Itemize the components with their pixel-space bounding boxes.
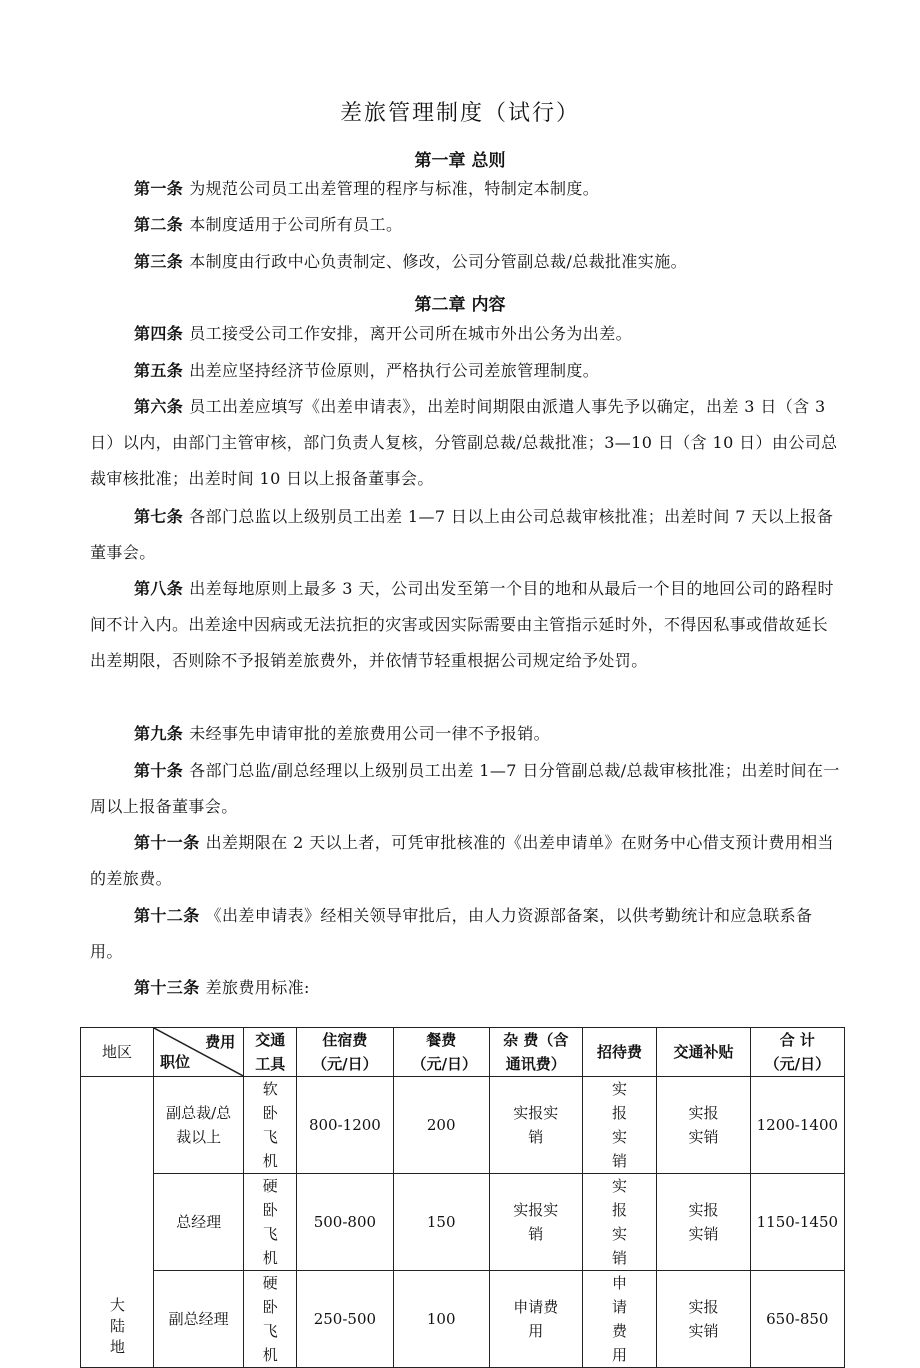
region-label: 大陆地 [108,1297,126,1360]
article-13 [90,970,842,1006]
cell-transport-subsidy: 实报实销 [657,1271,750,1368]
article-6 [90,389,842,497]
travel-expense-standard-table [80,1027,845,1368]
cell-total: 650-850 [750,1271,844,1368]
article-10 [90,753,842,825]
article-label: 第四条 [134,324,184,343]
region-cell [81,1077,154,1368]
table-row [81,1174,845,1271]
cell-position: 总经理 [154,1174,244,1271]
article-text: 《出差申请表》经相关领导审批后，由人力资源部备案，以供考勤统计和应急联系备用。 [90,906,813,961]
cell-total: 1150-1450 [750,1174,844,1271]
article-label: 第七条 [134,507,184,526]
article-label: 第三条 [134,252,184,271]
cell-total: 1200-1400 [750,1077,844,1174]
article-text: 出差应坚持经济节俭原则，严格执行公司差旅管理制度。 [189,361,600,380]
article-label: 第十二条 [134,906,200,925]
cell-transport: 硬卧飞机 [244,1271,297,1368]
article-text: 各部门总监/副总经理以上级别员工出差 1—7 日分管副总裁/总裁审核批准；出差时间在一周以上报备董事会。 [90,761,840,816]
article-text: 出差期限在 2 天以上者，可凭审批核准的《出差申请单》在财务中心借支预计费用相当的差旅费。 [90,833,834,888]
header-total: 合 计（元/日） [750,1028,844,1077]
article-text: 未经事先申请审批的差旅费用公司一律不予报销。 [189,724,551,743]
cell-meal: 200 [393,1077,489,1174]
header-entertain: 招待费 [582,1028,657,1077]
table-header-row [81,1028,845,1077]
cell-transport: 硬卧飞机 [244,1174,297,1271]
header-fee: 费用 [205,1033,236,1051]
cell-lodging: 250-500 [297,1271,393,1368]
article-text: 本制度由行政中心负责制定、修改，公司分管副总裁/总裁批准实施。 [189,252,687,271]
cell-transport-subsidy: 实报实销 [657,1174,750,1271]
cell-position: 副总裁/总裁以上 [154,1077,244,1174]
article-label: 第八条 [134,579,184,598]
article-8 [90,571,842,679]
article-text: 员工出差应填写《出差申请表》，出差时间期限由派遣人事先予以确定，出差 3 日（含 3 日）以内，由部门主管审核，部门负责人复核，分管副总裁/总裁批准；3—10 日（含 10 日）由公司总裁审核批准；出差时间 10 日以上报备董事会。 [90,397,838,488]
article-5 [90,353,842,389]
header-misc: 杂 费（含通讯费） [489,1028,582,1077]
cell-lodging: 500-800 [297,1174,393,1271]
header-transport-subsidy: 交通补贴 [657,1028,750,1077]
article-label: 第九条 [134,724,184,743]
chapter-2-heading: 第二章 内容 [414,295,506,315]
article-label: 第十一条 [134,833,200,852]
article-text: 为规范公司员工出差管理的程序与标准，特制定本制度。 [189,179,600,198]
header-position: 职位 [160,1053,191,1071]
cell-misc: 实报实销 [489,1077,582,1174]
cell-misc: 申请费用 [489,1271,582,1368]
header-region: 地区 [81,1028,154,1077]
cell-meal: 150 [393,1174,489,1271]
article-label: 第十条 [134,761,184,780]
article-7 [90,499,842,571]
article-9 [90,716,842,752]
article-label: 第六条 [134,397,184,416]
article-text: 差旅费用标准: [205,978,310,997]
table-row [81,1271,845,1368]
header-meal: 餐费（元/日） [393,1028,489,1077]
cell-transport-subsidy: 实报实销 [657,1077,750,1174]
cell-entertain: 实报实销 [582,1174,657,1271]
article-label: 第一条 [134,179,184,198]
article-label: 第五条 [134,361,184,380]
header-fee-position [154,1028,244,1077]
cell-transport: 软卧飞机 [244,1077,297,1174]
cell-position: 副总经理 [154,1271,244,1368]
cell-lodging: 800-1200 [297,1077,393,1174]
article-text: 员工接受公司工作安排，离开公司所在城市外出公务为出差。 [189,324,633,343]
document-title: 差旅管理制度（试行） [339,101,580,126]
header-transport: 交通工具 [244,1028,297,1077]
cell-meal: 100 [393,1271,489,1368]
article-text: 出差每地原则上最多 3 天，公司出发至第一个目的地和从最后一个目的地回公司的路程时间不计入内。出差途中因病或无法抗拒的灾害或因实际需要由主管指示延时外，不得因私事或借故延长出差期限，否则除不予报销差旅费外，并依情节轻重根据公司规定给予处罚。 [90,579,834,670]
article-11 [90,825,842,897]
article-4 [90,316,842,352]
article-12 [90,898,842,970]
chapter-1-heading: 第一章 总则 [414,151,506,171]
article-2 [90,207,842,243]
article-label: 第十三条 [134,978,200,997]
article-text: 各部门总监以上级别员工出差 1—7 日以上由公司总裁审核批准；出差时间 7 天以上报备董事会。 [90,507,834,562]
cell-entertain: 申请费用 [582,1271,657,1368]
cell-entertain: 实报实销 [582,1077,657,1174]
cell-misc: 实报实销 [489,1174,582,1271]
article-label: 第二条 [134,215,184,234]
table-row [81,1077,845,1174]
header-lodging: 住宿费（元/日） [297,1028,393,1077]
article-1 [90,171,842,207]
article-text: 本制度适用于公司所有员工。 [189,215,403,234]
article-3 [90,244,842,280]
